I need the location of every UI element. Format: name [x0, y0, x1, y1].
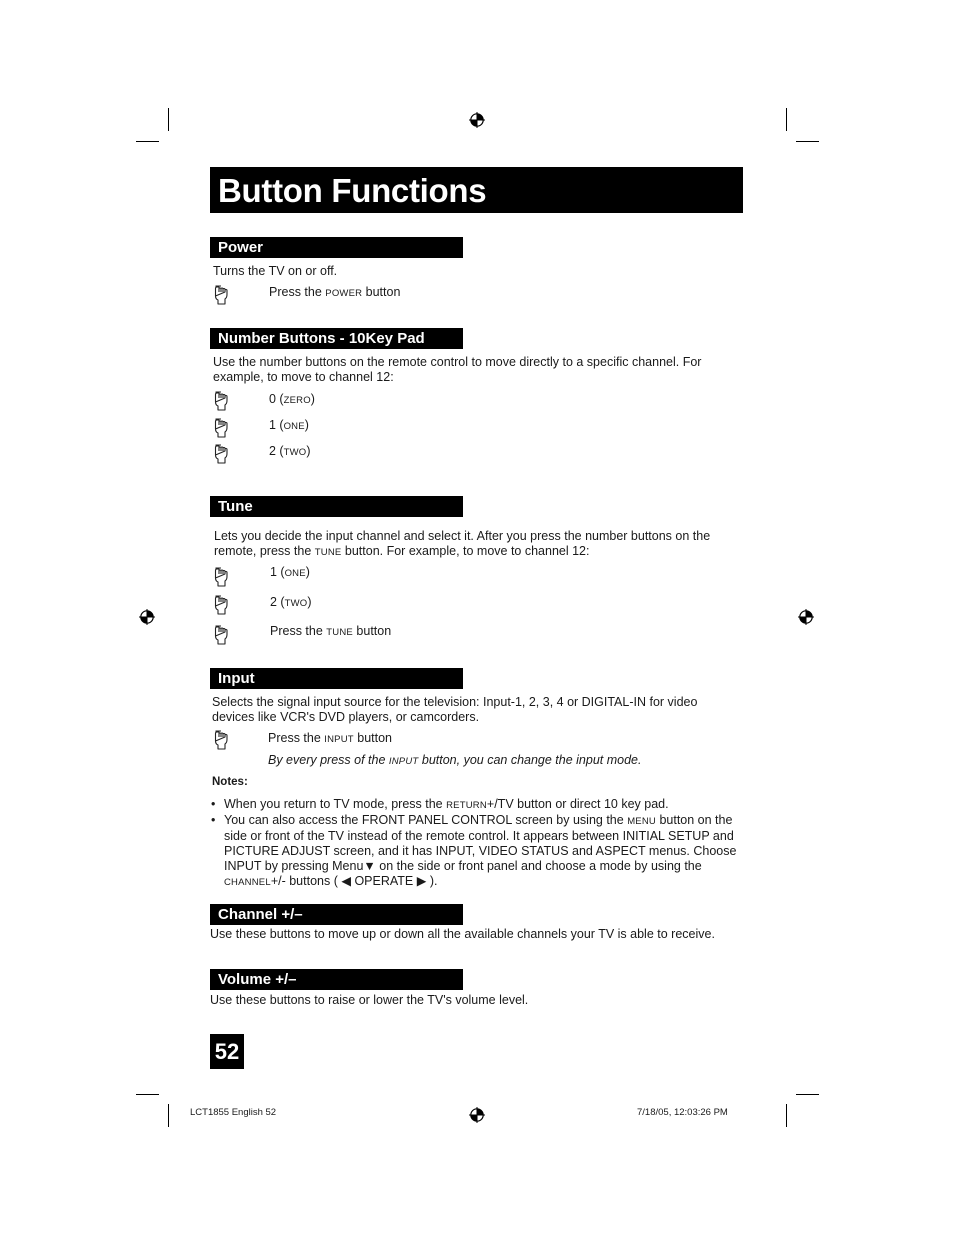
crop-mark [136, 141, 159, 142]
tune-step-one: 1 (ONE) [270, 565, 310, 579]
pointing-hand-icon [212, 728, 236, 752]
input-description: Selects the signal input source for the television: Input-1, 2, 3, 4 or DIGITAL-IN for video devices like VCR's DVD players, or camcorders. [212, 695, 698, 724]
notes-list [211, 797, 746, 890]
number-step-two: 2 (TWO) [269, 444, 311, 458]
pointing-hand-icon [212, 416, 236, 440]
input-hint: By every press of the INPUT button, you can change the input mode. [268, 753, 642, 767]
crop-mark [796, 1094, 819, 1095]
tune-step-two: 2 (TWO) [270, 595, 312, 609]
page-number: 52 [210, 1034, 244, 1069]
crop-mark [786, 108, 787, 131]
number-step-zero: 0 (ZERO) [269, 392, 315, 406]
crop-mark [786, 1104, 787, 1127]
tune-step-press: Press the TUNE button [270, 624, 392, 638]
footer-left: LCT1855 English 52 [190, 1107, 277, 1118]
input-step: Press the INPUT button [268, 731, 393, 745]
pointing-hand-icon [212, 389, 236, 413]
power-step: Press the POWER button [269, 285, 401, 299]
power-description: Turns the TV on or off. [213, 264, 338, 278]
pointing-hand-icon [212, 442, 236, 466]
notes-title: Notes: [212, 776, 248, 788]
section-heading-number-buttons: Number Buttons - 10Key Pad [210, 328, 463, 349]
channel-description: Use these buttons to move up or down all the available channels your TV is able to receive. [210, 927, 715, 941]
section-heading-volume: Volume +/– [210, 969, 463, 990]
left-arrow-icon: ◀ [341, 874, 351, 888]
number-step-one: 1 (ONE) [269, 418, 309, 432]
section-heading-input: Input [210, 668, 463, 689]
volume-description: Use these buttons to raise or lower the TV's volume level. [210, 993, 529, 1007]
footer-right: 7/18/05, 12:03:26 PM [637, 1107, 728, 1118]
registration-mark-icon [139, 609, 155, 625]
pointing-hand-icon [212, 565, 236, 589]
number-buttons-description: Use the number buttons on the remote control to move directly to a specific channel. For example, to move to channel 12: [213, 355, 702, 384]
tune-description: Lets you decide the input channel and select it. After you press the number buttons on the remote, press the TUNE button. For example, to move to channel 12: [214, 529, 711, 558]
crop-mark [136, 1094, 159, 1095]
page-title: Button Functions [210, 167, 743, 213]
down-arrow-icon: ▼ [363, 859, 376, 873]
note-item: • When you return to TV mode, press the RETURN+/TV button or direct 10 key pad. [211, 797, 746, 813]
section-heading-channel: Channel +/– [210, 904, 463, 925]
right-arrow-icon: ▶ [416, 874, 427, 888]
crop-mark [796, 141, 819, 142]
note-item: • You can also access the FRONT PANEL CONTROL screen by using the MENU button on the side or front of the TV instead of the remote control. It appears between INITIAL SETUP and PICTURE ADJUST screen, and it has INPUT, VIDEO STATUS and ASPECT menus. Choose INPUT by pressing Menu▼ on the side or front panel and choose a mode by using the CHANNEL+/- buttons ( ◀ OPERATE ▶ ). [211, 813, 746, 890]
registration-mark-icon [469, 1107, 485, 1123]
section-heading-power: Power [210, 237, 463, 258]
key-name: POWER [325, 288, 363, 299]
pointing-hand-icon [212, 283, 236, 307]
pointing-hand-icon [212, 593, 236, 617]
crop-mark [168, 108, 169, 131]
crop-mark [168, 1104, 169, 1127]
registration-mark-icon [469, 112, 485, 128]
section-heading-tune: Tune [210, 496, 463, 517]
pointing-hand-icon [212, 623, 236, 647]
registration-mark-icon [798, 609, 814, 625]
